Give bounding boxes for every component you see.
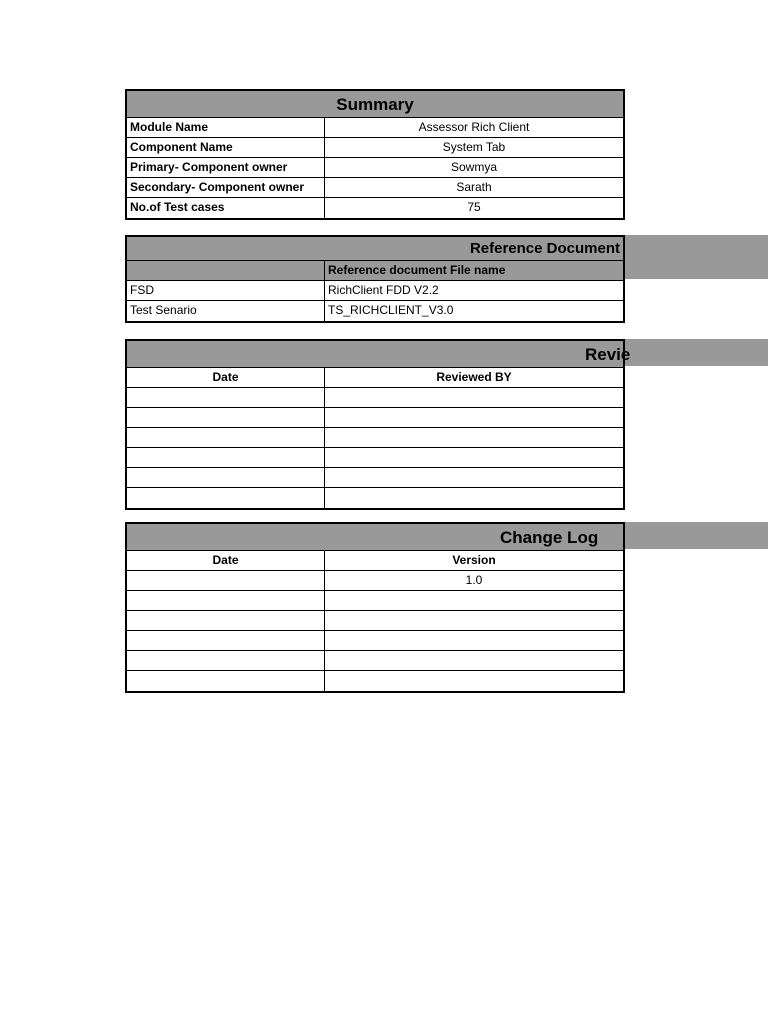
table-row <box>127 178 623 198</box>
table-row <box>127 428 623 448</box>
table-row <box>127 611 623 631</box>
empty-cell <box>325 651 623 670</box>
empty-cell <box>325 591 623 610</box>
column-header-date: Date <box>127 368 325 387</box>
reference-title-text: Reference Document <box>469 240 620 257</box>
empty-cell <box>127 261 325 280</box>
reference-table <box>125 235 625 323</box>
review-title <box>127 341 631 368</box>
table-row <box>127 551 623 571</box>
empty-cell <box>127 571 325 590</box>
empty-cell <box>127 468 325 487</box>
column-header-date: Date <box>127 551 325 570</box>
empty-cell <box>325 408 623 427</box>
table-row <box>127 388 623 408</box>
row-value: TS_RICHCLIENT_V3.0 <box>328 303 454 317</box>
changelog-table <box>125 522 625 693</box>
row-value: Sarath <box>456 180 492 194</box>
row-label: FSD <box>127 281 325 300</box>
version-value: 1.0 <box>465 573 483 587</box>
empty-cell <box>325 488 623 508</box>
column-header-version: Version <box>452 553 496 567</box>
empty-cell <box>127 448 325 467</box>
review-table <box>125 339 631 510</box>
row-value: 75 <box>467 200 481 214</box>
empty-cell <box>127 428 325 447</box>
reference-header-extension <box>625 235 768 279</box>
summary-table <box>125 89 625 220</box>
reference-title <box>127 237 623 261</box>
summary-title <box>127 91 623 118</box>
table-row <box>127 631 623 651</box>
table-row <box>127 591 623 611</box>
empty-cell <box>127 388 325 407</box>
summary-title-text: Summary <box>336 95 414 114</box>
table-row <box>127 261 623 281</box>
empty-cell <box>127 611 325 630</box>
row-label: Primary- Component owner <box>127 158 325 177</box>
table-row <box>127 571 623 591</box>
table-row <box>127 468 623 488</box>
row-label: Test Senario <box>127 301 325 321</box>
empty-cell <box>325 448 623 467</box>
table-row <box>127 368 623 388</box>
row-value: Sowmya <box>450 160 497 174</box>
table-row <box>127 301 623 321</box>
review-title-text: Revie <box>585 345 631 364</box>
table-row <box>127 281 623 301</box>
table-row <box>127 408 623 428</box>
table-row <box>127 488 623 508</box>
empty-cell <box>325 388 623 407</box>
row-label: Secondary- Component owner <box>127 178 325 197</box>
table-row <box>127 448 623 468</box>
table-row <box>127 651 623 671</box>
table-row <box>127 118 623 138</box>
row-value: System Tab <box>442 140 506 154</box>
empty-cell <box>127 651 325 670</box>
empty-cell <box>325 611 623 630</box>
table-row <box>127 198 623 218</box>
empty-cell <box>127 591 325 610</box>
column-header: Reference document File name <box>328 263 506 277</box>
empty-cell <box>127 488 325 508</box>
changelog-header-extension <box>625 522 768 549</box>
row-value: Assessor Rich Client <box>418 120 530 134</box>
table-row <box>127 671 623 691</box>
empty-cell <box>325 631 623 650</box>
row-label: Component Name <box>127 138 325 157</box>
column-header-reviewed-by: Reviewed BY <box>436 370 512 384</box>
row-label: No.of Test cases <box>127 198 325 218</box>
review-header-extension <box>625 339 768 366</box>
changelog-title <box>127 524 623 551</box>
empty-cell <box>325 468 623 487</box>
empty-cell <box>127 408 325 427</box>
changelog-title-text: Change Log <box>500 528 599 547</box>
row-value: RichClient FDD V2.2 <box>328 283 439 297</box>
table-row <box>127 138 623 158</box>
empty-cell <box>325 428 623 447</box>
row-label: Module Name <box>127 118 325 137</box>
empty-cell <box>325 671 623 691</box>
empty-cell <box>127 671 325 691</box>
table-row <box>127 158 623 178</box>
empty-cell <box>127 631 325 650</box>
